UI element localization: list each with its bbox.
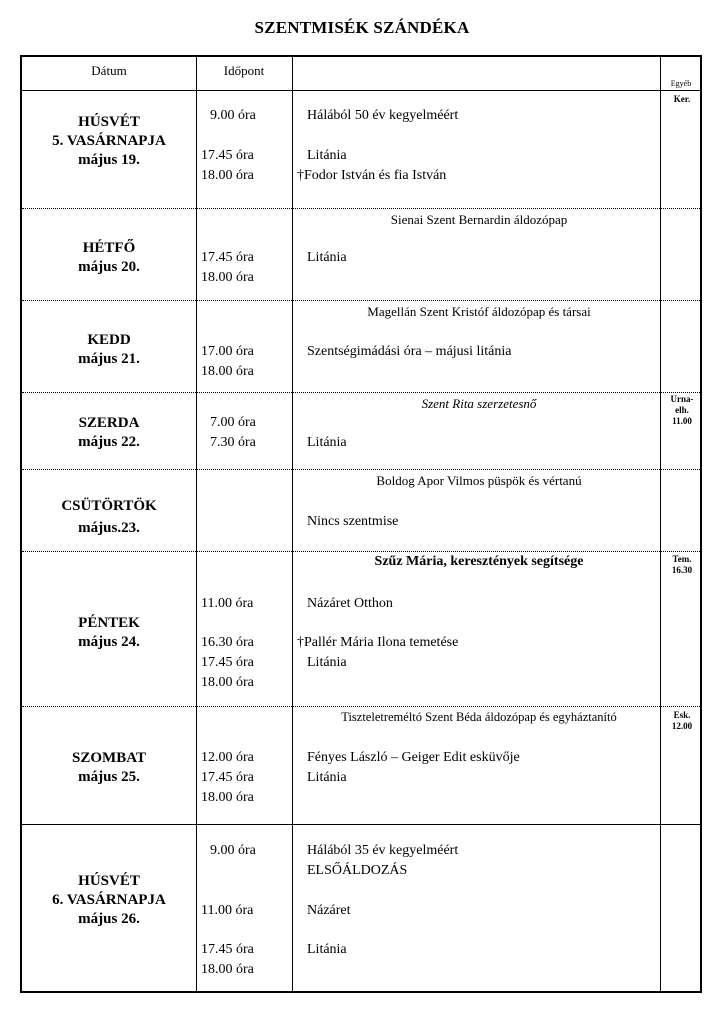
saint-of-day: Boldog Apor Vilmos püspök és vértanú (376, 473, 582, 488)
time: 18.00 óra (201, 962, 254, 977)
time: 7.30 óra (210, 435, 256, 450)
intention: Litánia (307, 770, 347, 785)
intention: Nincs szentmise (307, 514, 399, 529)
intention: Litánia (307, 942, 347, 957)
intention: Hálából 50 év kegyelméért (307, 108, 459, 123)
intention: Litánia (307, 655, 347, 670)
row-divider (22, 300, 700, 301)
time: 18.00 óra (201, 168, 254, 183)
egyeb-note: Ker. (673, 94, 691, 104)
egyeb-note: Urna- elh. 11.00 (670, 394, 694, 426)
egyeb-note: Esk. 12.00 (671, 710, 693, 731)
day-name: HÚSVÉT 5. VASÁRNAPJA május 19. (52, 114, 166, 168)
time: 18.00 óra (201, 675, 254, 690)
time: 17.45 óra (201, 148, 254, 163)
intention: Názáret (307, 903, 351, 918)
time: 18.00 óra (201, 790, 254, 805)
saint-of-day: Szent Rita szerzetesnő (421, 396, 537, 411)
time: 9.00 óra (210, 108, 256, 123)
row-divider (22, 551, 700, 552)
row-divider (22, 392, 700, 393)
time: 11.00 óra (201, 596, 254, 611)
saint-of-day: Szűz Mária, keresztények segítsége (374, 554, 584, 569)
day-name: SZERDA május 22. (78, 415, 140, 450)
intention: Fényes László – Geiger Edit esküvője (307, 750, 520, 765)
header-divider (22, 90, 700, 91)
saint-of-day: Tiszteletreméltó Szent Béda áldozópap és egyháztanító (341, 710, 617, 724)
header-datum: Dátum (91, 63, 127, 78)
day-name: SZOMBAT május 25. (72, 750, 146, 785)
saint-of-day: Sienai Szent Bernardin áldozópap (390, 212, 568, 227)
time: 11.00 óra (201, 903, 254, 918)
schedule-table (20, 55, 702, 993)
row-divider (22, 469, 700, 470)
day-name: PÉNTEK május 24. (78, 615, 140, 650)
row-divider (22, 208, 700, 209)
time: 18.00 óra (201, 270, 254, 285)
time: 12.00 óra (201, 750, 254, 765)
time: 17.45 óra (201, 770, 254, 785)
day-name: HÚSVÉT 6. VASÁRNAPJA május 26. (52, 873, 166, 927)
column-divider (660, 57, 661, 991)
row-divider (22, 706, 700, 707)
intention: Szentségimádási óra – májusi litánia (307, 344, 512, 359)
intention: †Fodor István és fia István (297, 168, 447, 183)
time: 18.00 óra (201, 364, 254, 379)
day-name: HÉTFŐ május 20. (78, 240, 140, 275)
time: 17.45 óra (201, 655, 254, 670)
intention: Litánia (307, 250, 347, 265)
egyeb-note: Tem. 16.30 (671, 554, 693, 575)
column-divider (292, 57, 293, 991)
column-divider (196, 57, 197, 991)
day-name: CSÜTÖRTÖK május.23. (61, 498, 157, 536)
time: 9.00 óra (210, 843, 256, 858)
intention: Názáret Otthon (307, 596, 393, 611)
header-idopont: Időpont (223, 63, 265, 78)
intention: Litánia (307, 148, 347, 163)
intention: Litánia (307, 435, 347, 450)
saint-of-day: Magellán Szent Kristóf áldozópap és társai (367, 304, 591, 319)
header-egyeb: Egyéb (670, 79, 692, 88)
row-divider (22, 824, 700, 825)
time: 7.00 óra (210, 415, 256, 430)
day-name: KEDD május 21. (78, 332, 140, 367)
intention: Hálából 35 év kegyelméért (307, 843, 459, 858)
time: 17.45 óra (201, 250, 254, 265)
time: 17.00 óra (201, 344, 254, 359)
page-title: SZENTMISÉK SZÁNDÉKA (254, 18, 470, 37)
time: 16.30 óra (201, 635, 254, 650)
time: 17.45 óra (201, 942, 254, 957)
intention: †Pallér Mária Ilona temetése (297, 635, 459, 650)
intention: ELSŐÁLDOZÁS (307, 863, 408, 878)
